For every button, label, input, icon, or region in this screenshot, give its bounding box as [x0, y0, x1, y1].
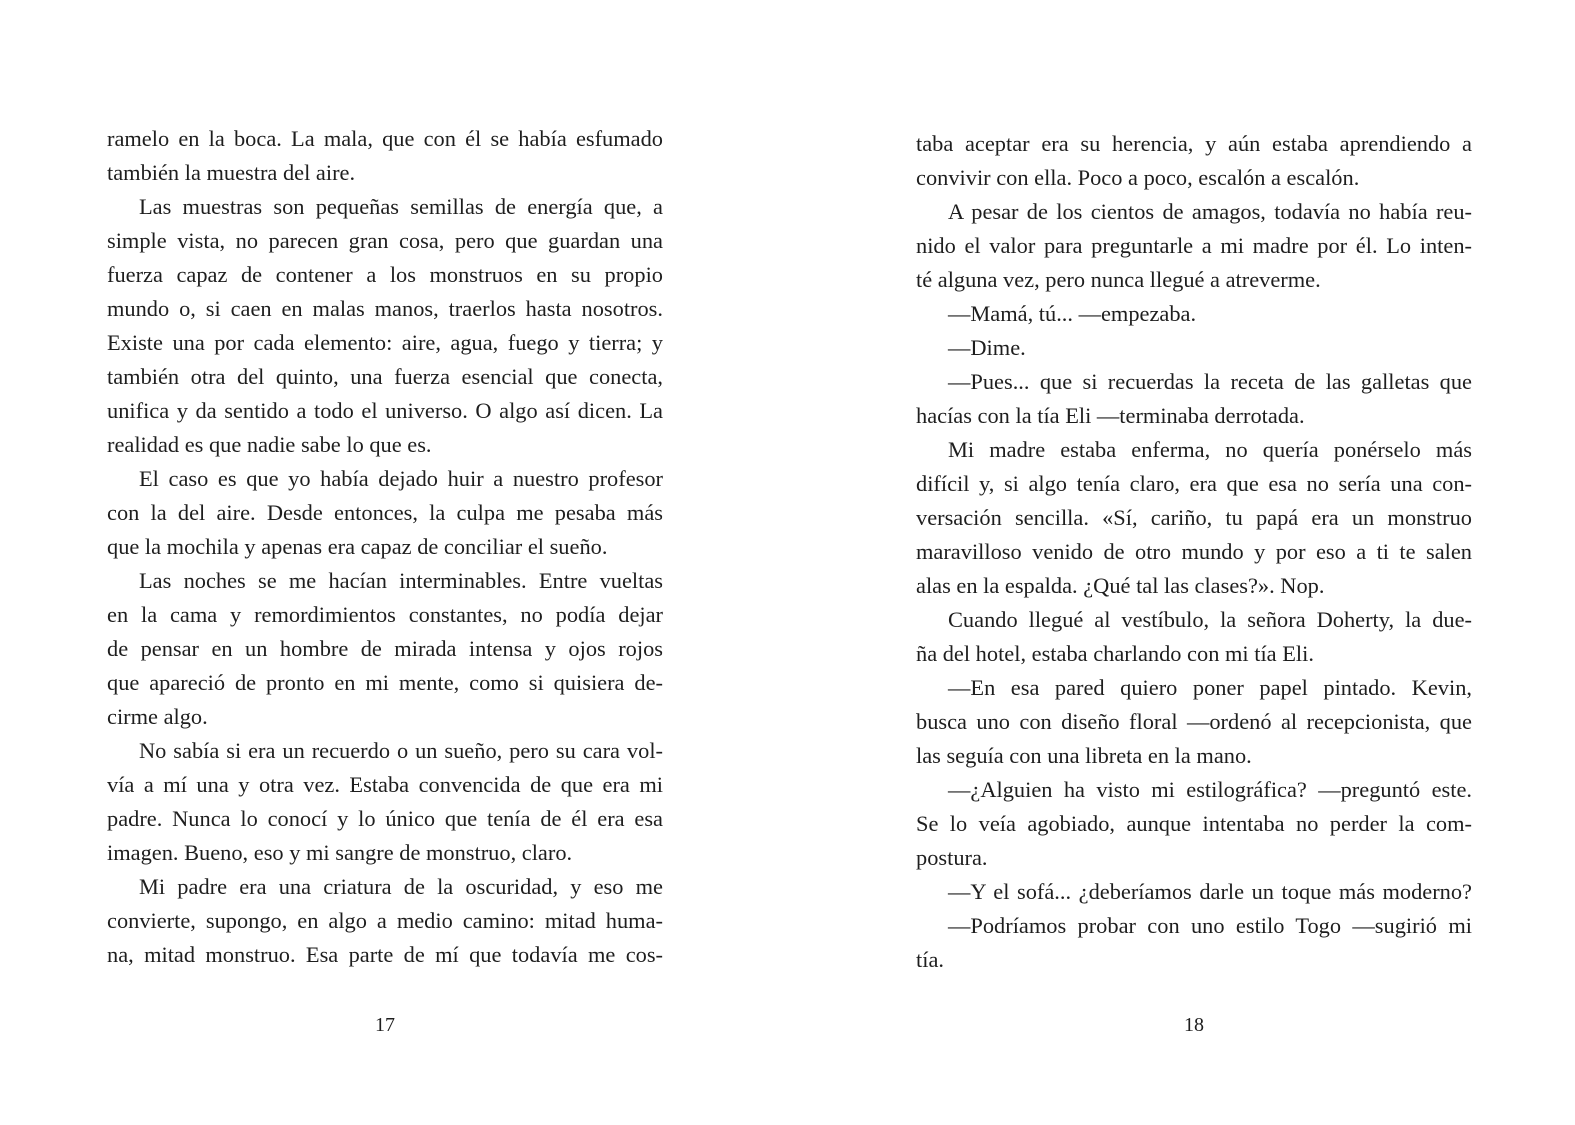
text-line: ña del hotel, estaba charlando con mi tía Eli.: [916, 641, 1314, 666]
text-line: nido el valor para preguntarle a mi madre por él. Lo inten-: [916, 233, 1472, 258]
text-line: —¿Alguien ha visto mi estilográfica? —preguntó este.: [948, 777, 1472, 802]
text-line: A pesar de los cientos de amagos, todavía no había reu-: [948, 199, 1472, 224]
text-line: alas en la espalda. ¿Qué tal las clases?». Nop.: [916, 573, 1325, 598]
text-line: taba aceptar era su herencia, y aún estaba aprendiendo a: [916, 131, 1472, 156]
text-line: —Y el sofá... ¿deberíamos darle un toque más moderno?: [948, 879, 1472, 904]
text-line: Se lo veía agobiado, aunque intentaba no perder la com-: [916, 811, 1472, 836]
text-line: —Podríamos probar con uno estilo Togo —sugirió mi: [948, 913, 1472, 938]
text-line: también otra del quinto, una fuerza esencial que conecta,: [107, 364, 663, 389]
text-line: unifica y da sentido a todo el universo. O algo así dicen. La: [107, 398, 663, 423]
text-line: mundo o, si caen en malas manos, traerlos hasta nosotros.: [107, 296, 663, 321]
text-line: hacías con la tía Eli —terminaba derrotada.: [916, 403, 1305, 428]
text-line: cirme algo.: [107, 704, 208, 729]
text-line: —Dime.: [948, 335, 1026, 360]
text-line: Mi madre estaba enferma, no quería ponérselo más: [948, 437, 1472, 462]
text-line: Mi padre era una criatura de la oscuridad, y eso me: [139, 874, 663, 899]
text-line: —En esa pared quiero poner papel pintado. Kevin,: [948, 675, 1472, 700]
text-line: tía.: [916, 947, 944, 972]
text-line: convivir con ella. Poco a poco, escalón a escalón.: [916, 165, 1360, 190]
text-line: en la cama y remordimientos constantes, no podía dejar: [107, 602, 663, 627]
text-line: fuerza capaz de contener a los monstruos en su propio: [107, 262, 663, 287]
text-line: —Mamá, tú... —empezaba.: [948, 301, 1197, 326]
text-line: convierte, supongo, en algo a medio camino: mitad huma-: [107, 908, 663, 933]
right-page-text: [916, 127, 1472, 977]
text-line: —Pues... que si recuerdas la receta de las galletas que: [948, 369, 1472, 394]
text-line: realidad es que nadie sabe lo que es.: [107, 432, 432, 457]
text-line: na, mitad monstruo. Esa parte de mí que todavía me cos-: [107, 942, 663, 967]
text-line: No sabía si era un recuerdo o un sueño, pero su cara vol-: [139, 738, 663, 763]
text-line: las seguía con una libreta en la mano.: [916, 743, 1252, 768]
text-line: que la mochila y apenas era capaz de conciliar el sueño.: [107, 534, 608, 559]
text-line: El caso es que yo había dejado huir a nuestro profesor: [139, 466, 663, 491]
text-line: postura.: [916, 845, 988, 870]
text-line: difícil y, si algo tenía claro, era que esa no sería una con-: [916, 471, 1472, 496]
text-line: Las muestras son pequeñas semillas de energía que, a: [139, 194, 663, 219]
text-line: simple vista, no parecen gran cosa, pero que guardan una: [107, 228, 663, 253]
text-line: busca uno con diseño floral —ordenó al recepcionista, que: [916, 709, 1472, 734]
text-line: té alguna vez, pero nunca llegué a atreverme.: [916, 267, 1321, 292]
text-line: vía a mí una y otra vez. Estaba convencida de que era mi: [107, 772, 663, 797]
right-page-number: 18: [1184, 1014, 1204, 1036]
text-line: con la del aire. Desde entonces, la culpa me pesaba más: [107, 500, 663, 525]
right-page: [916, 0, 1472, 1125]
text-line: maravilloso venido de otro mundo y por eso a ti te salen: [916, 539, 1472, 564]
left-page-text: [107, 122, 663, 972]
text-line: padre. Nunca lo conocí y lo único que tenía de él era esa: [107, 806, 663, 831]
text-line: de pensar en un hombre de mirada intensa y ojos rojos: [107, 636, 663, 661]
text-line: que apareció de pronto en mi mente, como si quisiera de-: [107, 670, 663, 695]
left-page: [107, 0, 663, 1125]
text-line: Existe una por cada elemento: aire, agua, fuego y tierra; y: [107, 330, 663, 355]
text-line: ramelo en la boca. La mala, que con él se había esfumado: [107, 126, 663, 151]
text-line: Cuando llegué al vestíbulo, la señora Doherty, la due-: [948, 607, 1472, 632]
left-page-number: 17: [375, 1014, 395, 1036]
text-line: imagen. Bueno, eso y mi sangre de monstruo, claro.: [107, 840, 573, 865]
text-line: también la muestra del aire.: [107, 160, 356, 185]
text-line: versación sencilla. «Sí, cariño, tu papá era un monstruo: [916, 505, 1472, 530]
text-line: Las noches se me hacían interminables. Entre vueltas: [139, 568, 663, 593]
